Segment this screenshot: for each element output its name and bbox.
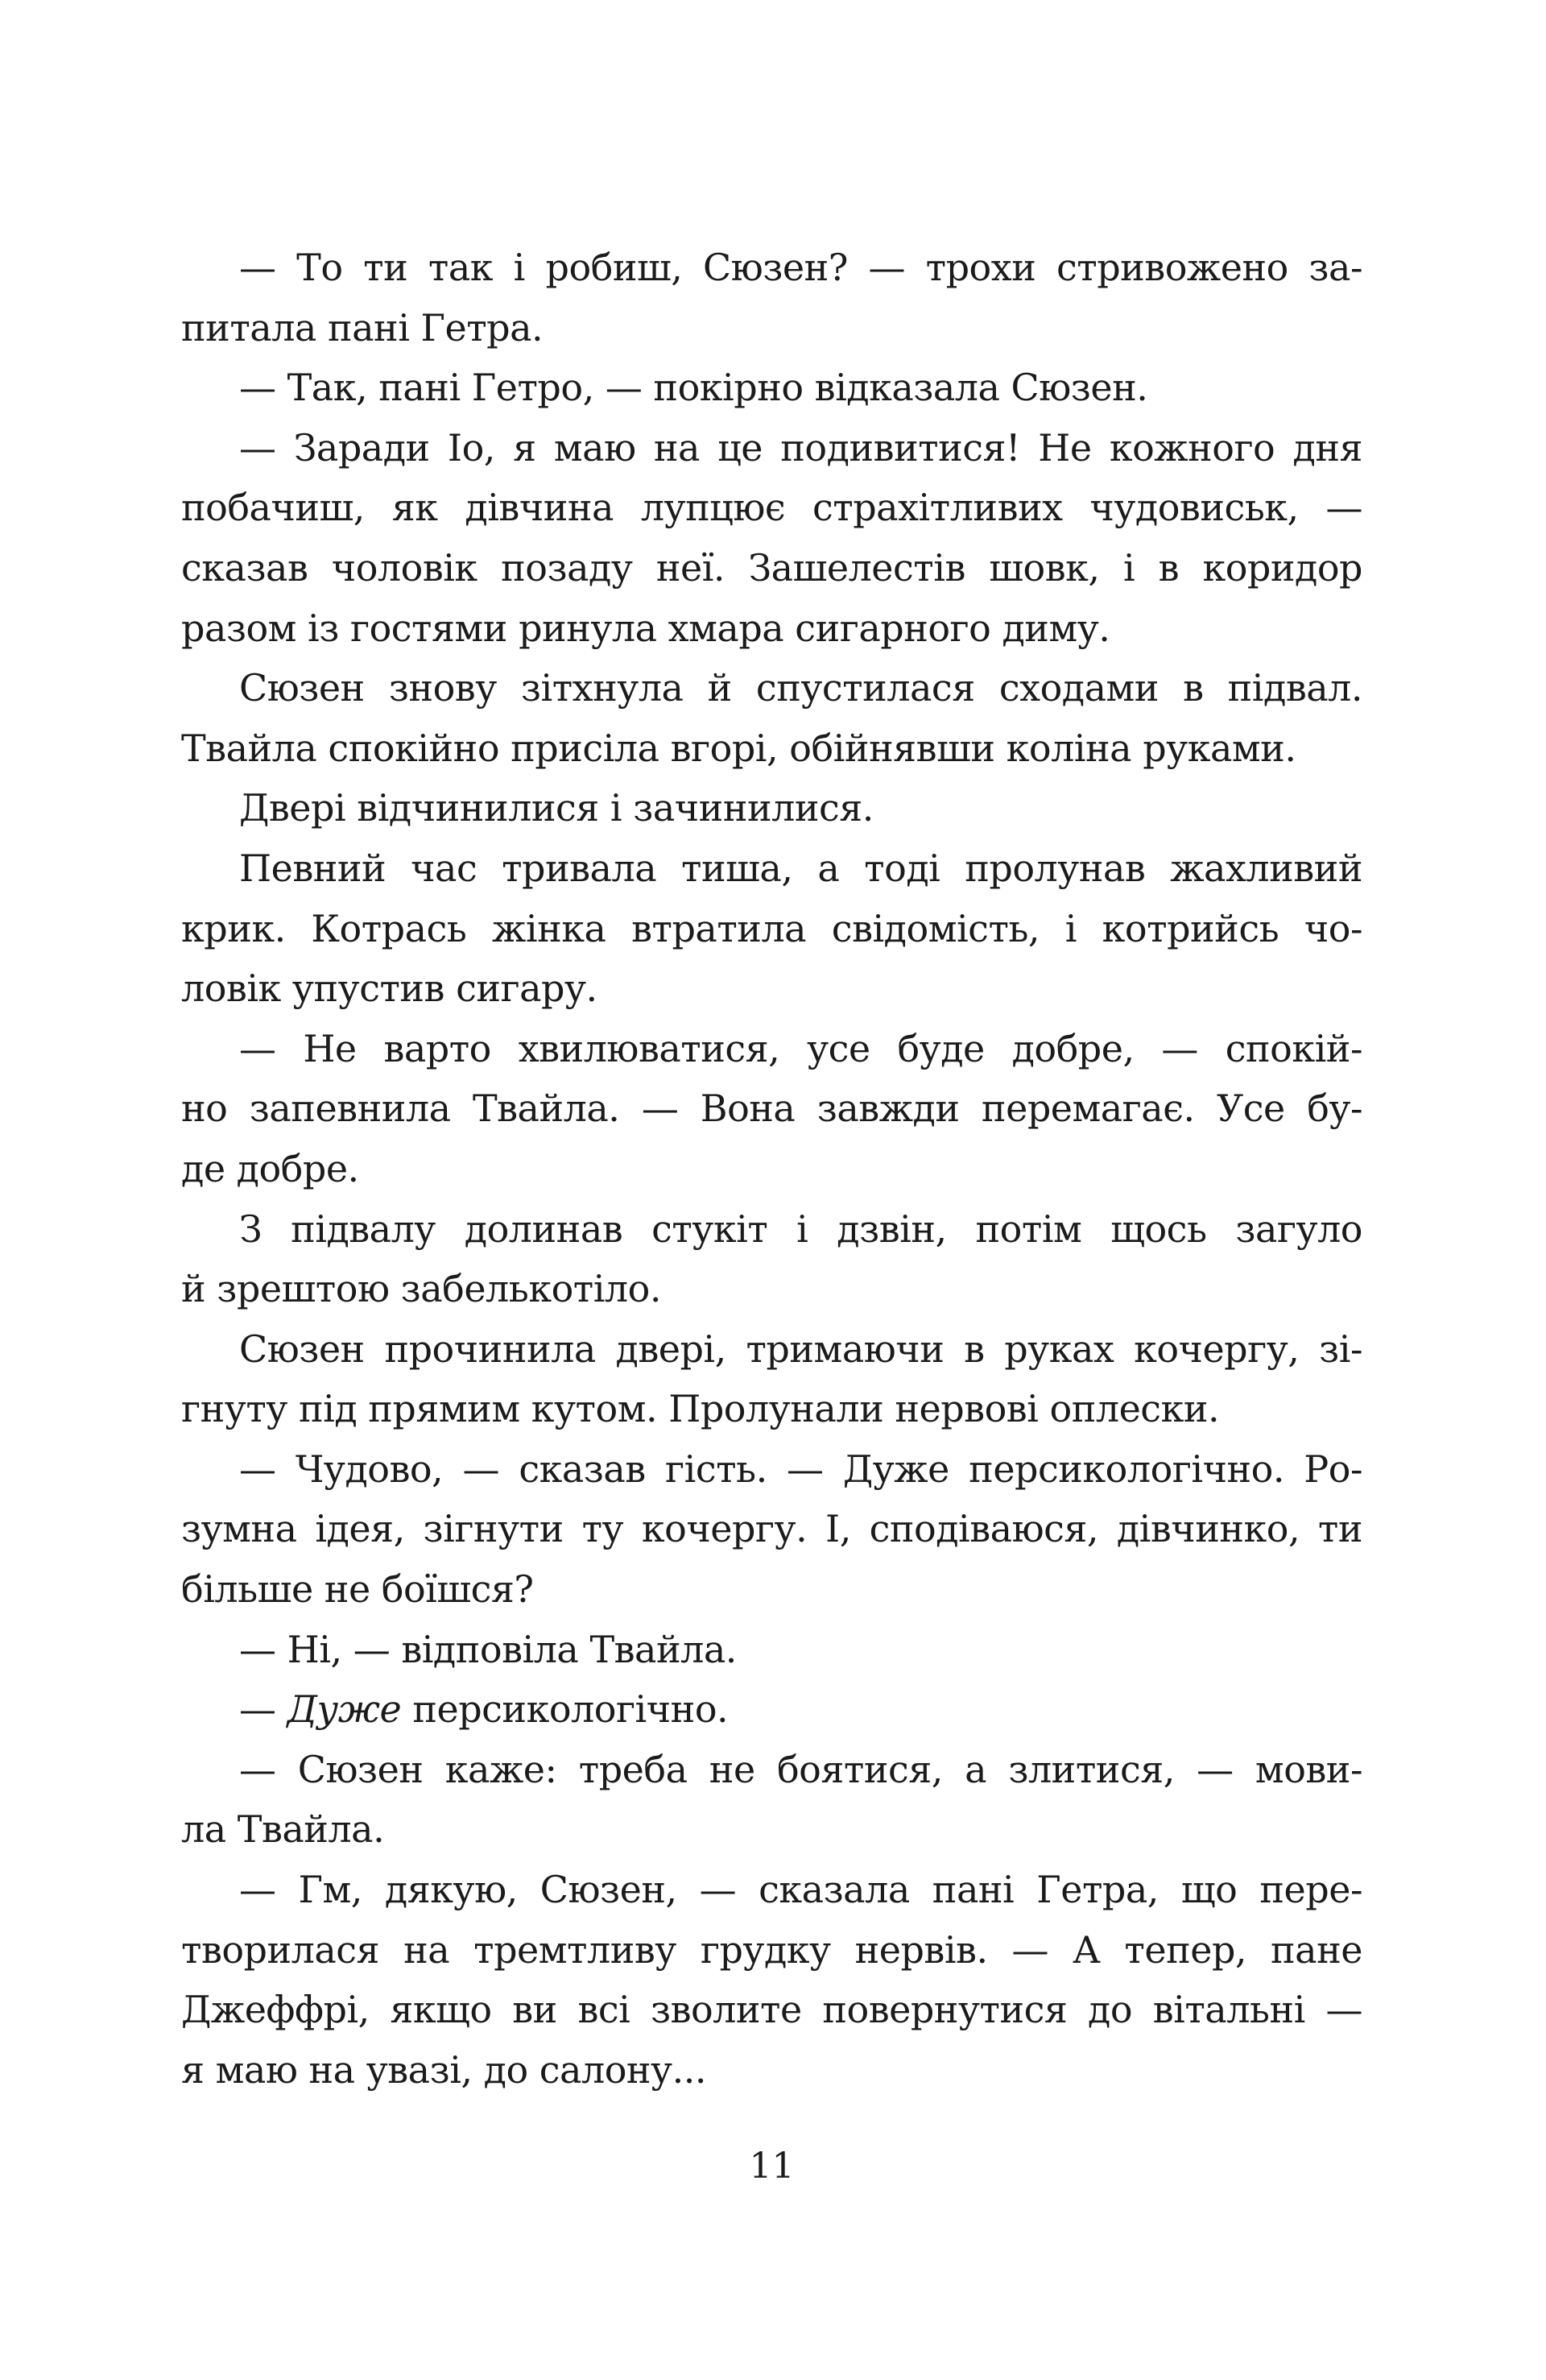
- text-line: [181, 1920, 1362, 1981]
- text-segment: творилася на тремтливу грудку нервів. — А тепер, пане: [181, 1927, 1362, 1972]
- text-segment: персикологічно.: [401, 1687, 729, 1732]
- text-line: [181, 1980, 1362, 2040]
- text-segment: — Заради Іо, я маю на це подивитися! Не кожного дня: [239, 425, 1362, 470]
- text-segment: я маю на увазі, до салону...: [181, 2047, 706, 2092]
- text-line: [181, 1439, 1362, 1500]
- text-segment: — Не варто хвилюватися, усе буде добре, — спокій-: [239, 1026, 1362, 1070]
- text-line: [181, 1199, 1362, 1260]
- text-segment: сказав чоловік позаду неї. Зашелестів шовк, і в коридор: [181, 545, 1362, 590]
- text-segment: питала пані Гетра.: [181, 305, 544, 350]
- text-segment: Джеффрі, якщо ви всі зволите повернутися до вітальні —: [181, 1988, 1362, 2032]
- text-segment: Сюзен знову зітхнула й спустилася сходами в підвал.: [239, 666, 1362, 710]
- text-line: [181, 958, 1362, 1019]
- text-line: [181, 1740, 1362, 1800]
- text-segment: ла Твайла.: [181, 1807, 385, 1852]
- text-segment: й зрештою забелькотіло.: [181, 1267, 661, 1311]
- text-segment: Певний час тривала тиша, а тоді пролунав жахливий: [239, 846, 1362, 890]
- text-line: [181, 838, 1362, 899]
- text-segment: більше не боїшся?: [181, 1567, 534, 1612]
- text-segment: крик. Котрась жінка втратила свідомість, і котрийсь чо-: [181, 906, 1362, 950]
- text-segment: гнуту під прямим кутом. Пролунали нервові оплески.: [181, 1387, 1220, 1431]
- text-line: [181, 1499, 1362, 1559]
- text-segment: Сюзен прочинила двері, тримаючи в руках кочергу, зі-: [239, 1327, 1362, 1371]
- text-segment: де добре.: [181, 1146, 359, 1190]
- text-segment: З підвалу долинав стукіт і дзвін, потім щось загуло: [239, 1207, 1362, 1251]
- text-segment: — Гм, дякую, Сюзен, — сказала пані Гетра, що пере-: [239, 1868, 1362, 1912]
- text-line: [181, 418, 1362, 478]
- text-segment: Твайла спокійно присіла вгорі, обійнявши коліна руками.: [181, 726, 1296, 770]
- text-line: [181, 598, 1362, 659]
- text-line: [181, 1860, 1362, 1920]
- text-line: [181, 1679, 1362, 1740]
- text-line: [181, 478, 1362, 538]
- text-line: [181, 298, 1362, 358]
- text-line: [181, 1799, 1362, 1860]
- text-line: [181, 899, 1362, 959]
- text-line: [181, 1379, 1362, 1439]
- page-number: 11: [749, 2146, 795, 2187]
- text-segment: — То ти так і робиш, Сюзен? — трохи стривожено за-: [239, 246, 1362, 289]
- text-line: [181, 538, 1362, 598]
- text-line: [181, 1259, 1362, 1319]
- text-segment: — Чудово, — сказав гість. — Дуже персикологічно. Ро-: [239, 1447, 1362, 1491]
- text-line: [181, 2040, 1362, 2101]
- text-line: [181, 1319, 1362, 1380]
- text-line: [181, 718, 1362, 779]
- text-segment: разом із гостями ринула хмара сигарного диму.: [181, 606, 1110, 650]
- text-line: [181, 1139, 1362, 1199]
- text-segment: но запевнила Твайла. — Вона завжди перемагає. Усе бу-: [181, 1087, 1362, 1131]
- text-line: [181, 1620, 1362, 1680]
- text-segment: — Так, пані Гетро, — покірно відказала Сюзен.: [239, 366, 1148, 410]
- text-line: [181, 658, 1362, 718]
- text-segment: — Сюзен каже: треба не боятися, а злитися, — мови-: [239, 1747, 1362, 1791]
- text-block: [181, 238, 1362, 2100]
- text-line: [181, 238, 1362, 298]
- text-segment: зумна ідея, зігнути ту кочергу. І, сподіваюся, дівчинко, ти: [181, 1507, 1362, 1551]
- text-line: [181, 358, 1362, 418]
- text-segment: —: [239, 1687, 287, 1732]
- text-segment: ловік упустив сигару.: [181, 966, 597, 1011]
- text-segment: побачиш, як дівчина лупцює страхітливих чудовиськ, —: [181, 486, 1362, 530]
- italic-text: Дуже: [287, 1687, 402, 1732]
- text-line: [181, 1078, 1362, 1139]
- text-line: [181, 1019, 1362, 1079]
- text-line: [181, 778, 1362, 838]
- text-line: [181, 1559, 1362, 1620]
- text-segment: Двері відчинилися і зачинилися.: [239, 786, 874, 830]
- text-segment: — Ні, — відповіла Твайла.: [239, 1627, 737, 1671]
